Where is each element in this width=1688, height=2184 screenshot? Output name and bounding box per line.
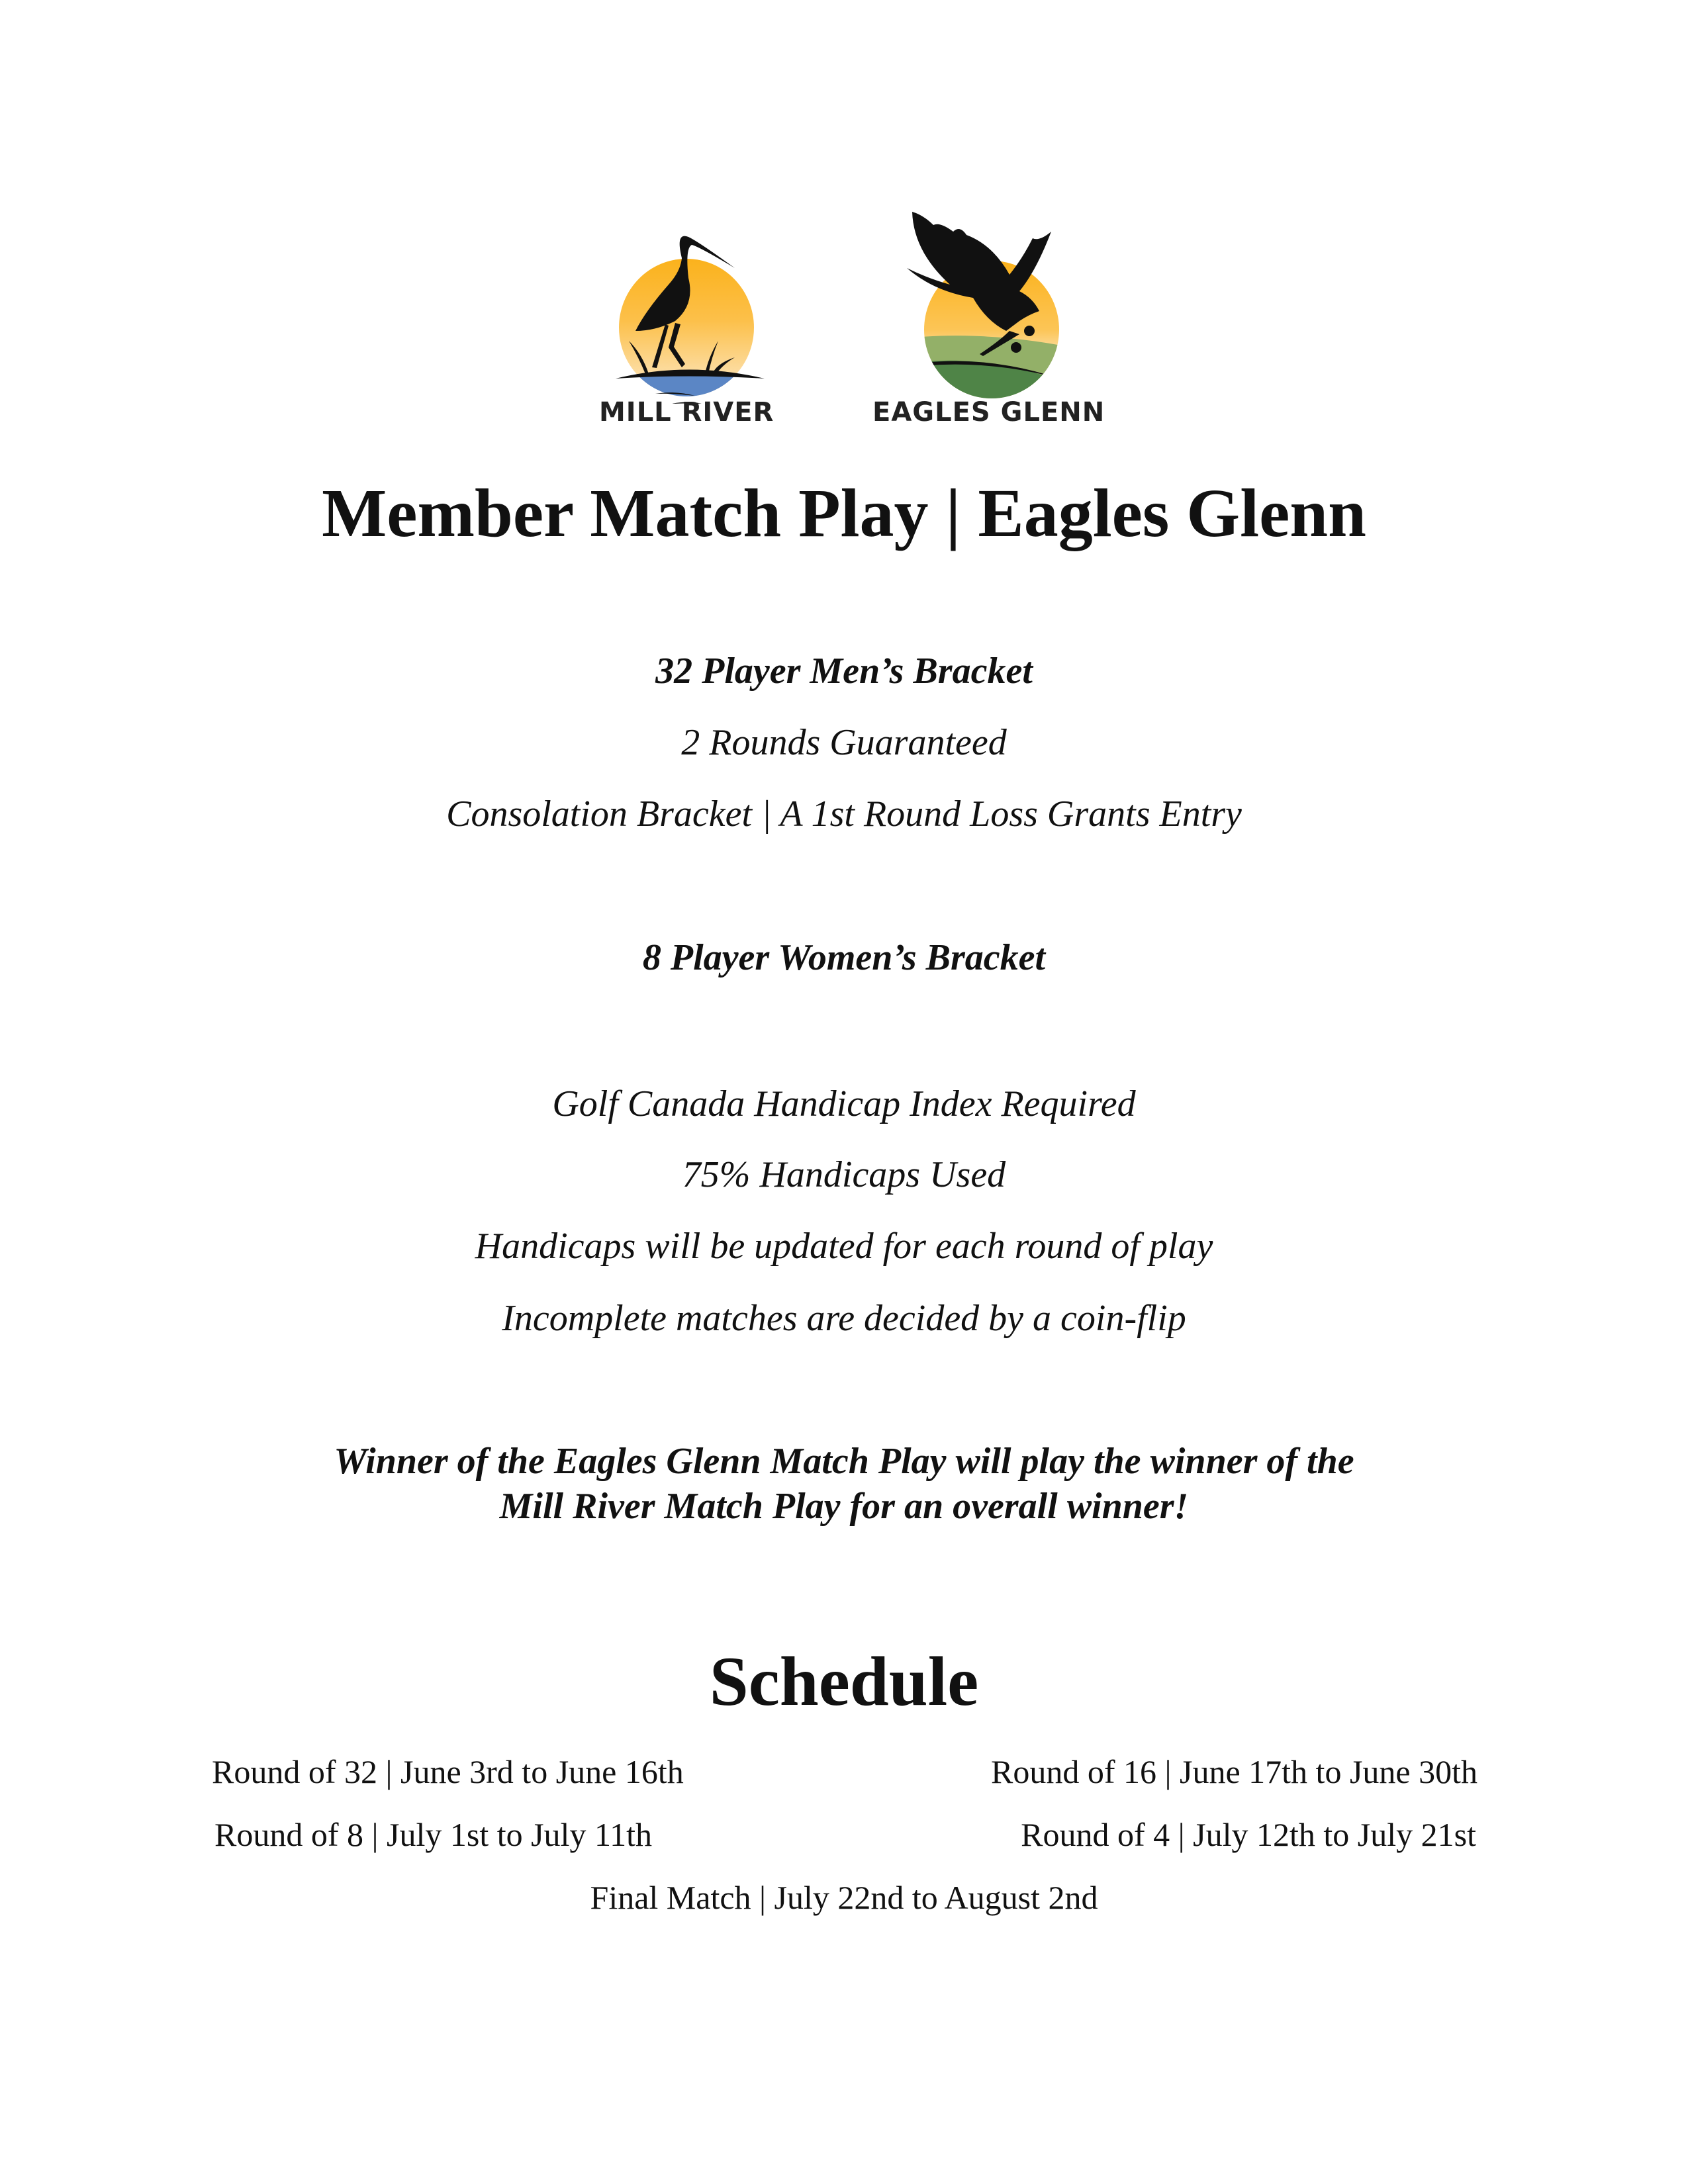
rule-line: 75% Handicaps Used xyxy=(682,1154,1006,1195)
womens-bracket-heading: 8 Player Women’s Bracket xyxy=(642,937,1046,978)
schedule-round-32: Round of 32 | June 3rd to June 16th xyxy=(212,1753,684,1790)
mens-line: Consolation Bracket | A 1st Round Loss Grants Entry xyxy=(446,794,1242,835)
schedule-round-4: Round of 4 | July 12th to July 21st xyxy=(1021,1816,1476,1853)
rule-line: Handicaps will be updated for each round of play xyxy=(475,1226,1213,1267)
winner-note: Winner of the Eagles Glenn Match Play will play the winner of the xyxy=(334,1441,1354,1482)
schedule-round-8: Round of 8 | July 1st to July 11th xyxy=(214,1816,652,1853)
rule-line: Golf Canada Handicap Index Required xyxy=(552,1083,1136,1124)
rule-line: Incomplete matches are decided by a coin-flip xyxy=(502,1298,1186,1339)
mens-line: 2 Rounds Guaranteed xyxy=(681,722,1007,763)
eagles-glenn-label: EAGLES GLENN xyxy=(872,397,1105,428)
mill-river-label: MILL RIVER xyxy=(599,397,774,428)
page-title: Member Match Play | Eagles Glenn xyxy=(322,475,1366,551)
schedule-title: Schedule xyxy=(709,1643,979,1720)
schedule-round-16: Round of 16 | June 17th to June 30th xyxy=(991,1753,1477,1790)
winner-note: Mill River Match Play for an overall winner! xyxy=(499,1486,1189,1527)
schedule-final: Final Match | July 22nd to August 2nd xyxy=(590,1879,1098,1916)
mens-bracket-heading: 32 Player Men’s Bracket xyxy=(655,651,1033,692)
